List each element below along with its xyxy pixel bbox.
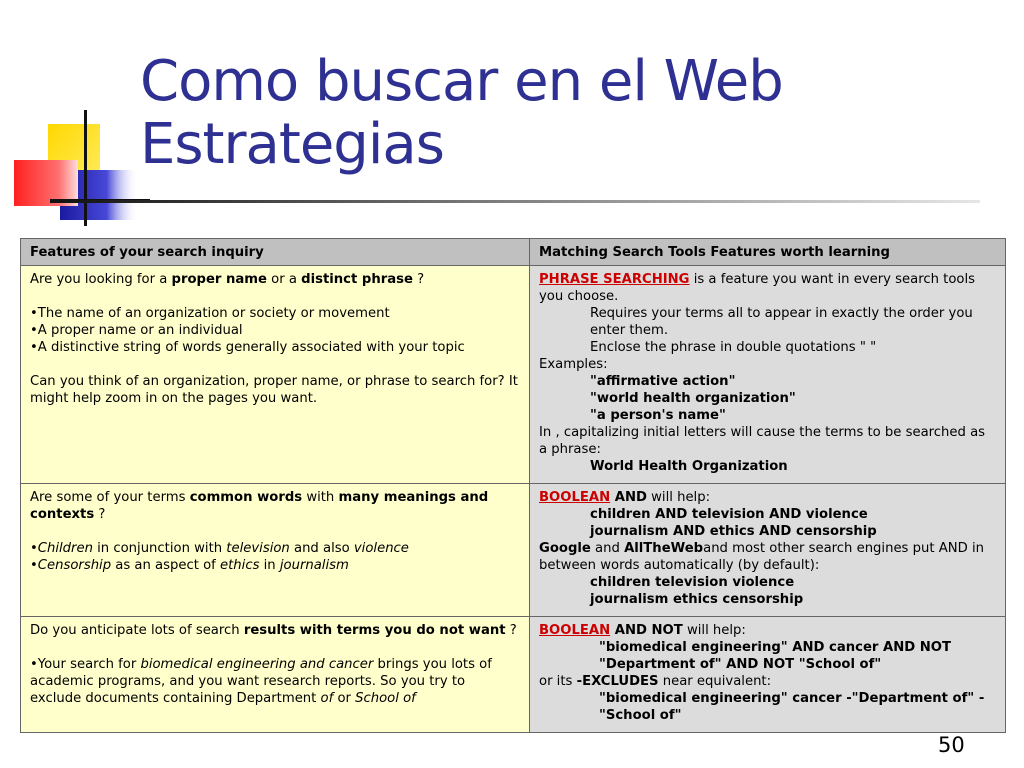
row2-bullet: •Children in conjunction with television and also violence — [30, 541, 409, 556]
example-query: "affirmative action" — [590, 374, 736, 389]
example-query: "biomedical engineering" AND cancer AND NOT "Department of" AND NOT "School of" — [599, 640, 952, 672]
row1-tools-cell: PHRASE SEARCHING is a feature you want in every search tools you choose. Requires your terms all to appear in exactly the order you enter them. Enclose the phrase in double quotations " " Examples: "affirmative action" "world health organization" "a person's name" In , capitalizing initial letters will cause the terms to be searched as a phrase: World Health Organization — [530, 266, 1006, 484]
decorative-squares-graphic — [0, 0, 150, 240]
vertical-bar — [84, 110, 87, 226]
row3-tools-cell: BOOLEAN AND NOT will help: "biomedical engineering" AND cancer AND NOT "Department of" AND NOT "School of" or its -EXCLUDES near equivalent: "biomedical engineering" cancer -"Department of" -"School of" — [530, 617, 1006, 733]
boolean-and-link[interactable]: BOOLEAN — [539, 490, 611, 505]
example-query: children AND television AND violence — [590, 507, 868, 522]
row1-bullet: •A proper name or an individual — [30, 323, 243, 338]
slide-title-line-1: Como buscar en el Web — [140, 49, 783, 114]
row1-bullet: •The name of an organization or society or movement — [30, 306, 390, 321]
example-query: journalism ethics censorship — [590, 592, 804, 607]
boolean-and-not-link[interactable]: BOOLEAN — [539, 623, 611, 638]
row3-question: Do you anticipate lots of search results with terms you do not want ? — [30, 623, 517, 638]
example-query: "a person's name" — [590, 408, 726, 423]
search-strategies-table — [20, 238, 1006, 733]
column-header-tools: Matching Search Tools Features worth learning — [530, 239, 1006, 266]
table-row — [21, 266, 1006, 484]
row2-inquiry-cell — [21, 484, 530, 617]
page-number: 50 — [938, 733, 965, 757]
example-query: World Health Organization — [590, 459, 788, 474]
phrase-searching-link[interactable]: PHRASE SEARCHING — [539, 272, 690, 287]
table-row — [21, 484, 1006, 617]
row1-inquiry-cell — [21, 266, 530, 484]
row3-bullet: •Your search for biomedical engineering and cancer brings you lots of academic programs, and you want research reports. So you try to exclude documents containing Department of or School of — [30, 657, 492, 706]
table-header-row — [21, 239, 1006, 266]
row1-bullet: •A distinctive string of words generally associated with your topic — [30, 340, 465, 355]
slide-title-line-2: Estrategias — [140, 112, 444, 177]
row1-question: Are you looking for a proper name or a distinct phrase ? — [30, 272, 425, 287]
row1-followup: Can you think of an organization, proper name, or phrase to search for? It might help zoom in on the pages you want. — [30, 374, 518, 406]
slide-title — [140, 50, 783, 176]
row3-inquiry-cell — [21, 617, 530, 733]
row2-bullet: •Censorship as an aspect of ethics in journalism — [30, 558, 349, 573]
example-query: "biomedical engineering" cancer -"Department of" -"School of" — [599, 691, 985, 723]
table-row — [21, 617, 1006, 733]
example-query: children television violence — [590, 575, 795, 590]
row2-tools-cell: BOOLEAN AND will help: children AND television AND violence journalism AND ethics AND censorship Google and AllTheWeband most other search engines put AND in between words automatically (by default): children television violence journalism ethics censorship — [530, 484, 1006, 617]
example-query: "world health organization" — [590, 391, 796, 406]
title-divider — [50, 200, 980, 203]
row2-question: Are some of your terms common words with many meanings and contexts ? — [30, 490, 489, 522]
column-header-features: Features of your search inquiry — [21, 239, 530, 266]
example-query: journalism AND ethics AND censorship — [590, 524, 877, 539]
